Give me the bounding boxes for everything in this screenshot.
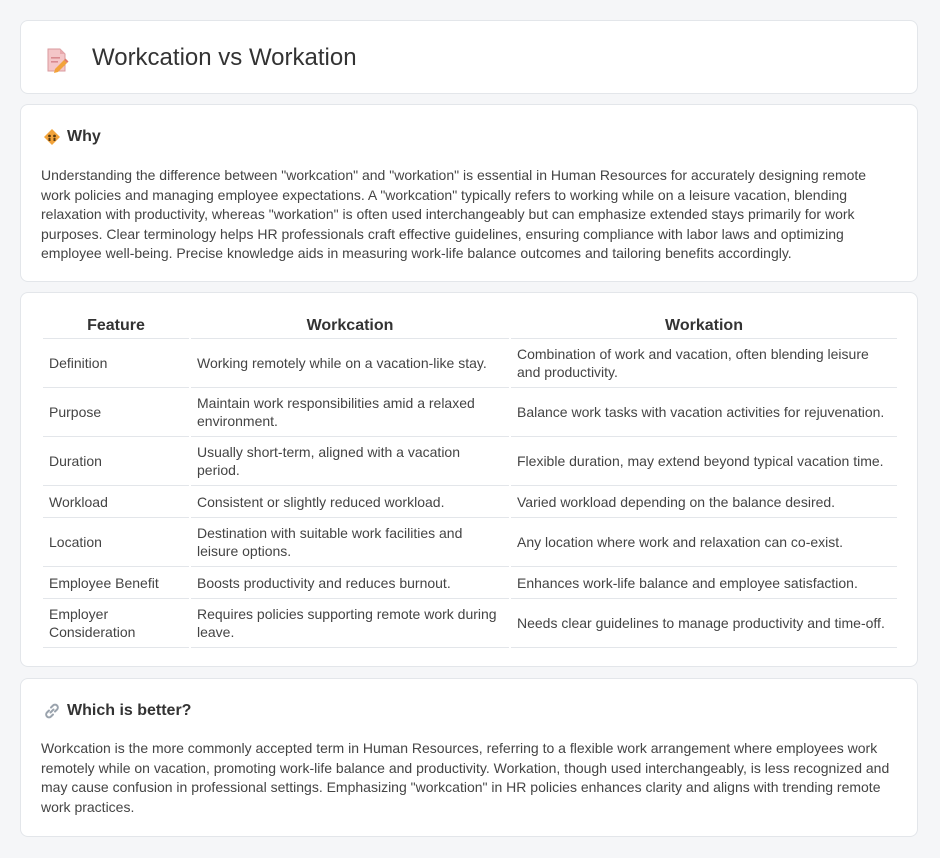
table-cell: Combination of work and vacation, often blending leisure and productivity. xyxy=(511,339,897,388)
table-header-row xyxy=(43,316,897,339)
why-text: Understanding the difference between "workcation" and "workation" is essential in Human Resources for accurately designing remote work policies and managing employee expectations. A "workcation" typically refers to working while on a leisure vacation, blending relaxation with productivity, whereas "workation" is often used interchangeably but can emphasize extended stays primarily for work purposes. Clear terminology helps HR professionals craft effective guidelines, ensuring compliance with labor laws and optimizing employee well-being. Precise knowledge aids in measuring work-life balance outcomes and tailoring benefits accordingly. xyxy=(41,167,867,262)
why-heading: Why xyxy=(67,128,101,145)
document-pencil-icon xyxy=(45,47,69,73)
table-cell: Working remotely while on a vacation-like stay. xyxy=(191,339,509,388)
table-row xyxy=(43,518,897,567)
table-row xyxy=(43,388,897,437)
table-cell: Enhances work-life balance and employee satisfaction. xyxy=(511,567,897,599)
table-cell: Usually short-term, aligned with a vacation period. xyxy=(191,437,509,486)
which-better-section xyxy=(20,678,918,837)
header-workcation: Workcation xyxy=(191,316,509,339)
table-cell: Duration xyxy=(43,437,189,486)
page-title: Workcation vs Workation xyxy=(92,44,357,71)
table-row xyxy=(43,437,897,486)
table-cell: Definition xyxy=(43,339,189,388)
table-cell: Employer Consideration xyxy=(43,599,189,648)
better-heading: Which is better? xyxy=(67,702,192,719)
table-cell: Workload xyxy=(43,486,189,518)
table-cell: Varied workload depending on the balance desired. xyxy=(511,486,897,518)
better-text: Workcation is the more commonly accepted term in Human Resources, referring to a flexible work arrangement where employees work remotely while on vacation, promoting work-life balance and productivity. Workation, though used interchangeably, is less recognized and may cause confusion in professional settings. Emphasizing "workcation" in HR policies enhances clarity and aligns with trending remote work practices. xyxy=(41,740,890,815)
diamond-sign-icon xyxy=(43,128,61,146)
better-heading-row xyxy=(43,701,191,721)
title-card xyxy=(20,20,918,94)
comparison-section xyxy=(20,292,918,667)
header-feature: Feature xyxy=(43,316,189,339)
table-row xyxy=(43,599,897,648)
table-row xyxy=(43,339,897,388)
table-cell: Purpose xyxy=(43,388,189,437)
why-heading-row xyxy=(43,127,101,147)
table-cell: Requires policies supporting remote work during leave. xyxy=(191,599,509,648)
why-section xyxy=(20,104,918,282)
table-cell: Balance work tasks with vacation activities for rejuvenation. xyxy=(511,388,897,437)
comparison-table xyxy=(41,316,899,648)
table-cell: Destination with suitable work facilities and leisure options. xyxy=(191,518,509,567)
table-cell: Location xyxy=(43,518,189,567)
table-cell: Flexible duration, may extend beyond typical vacation time. xyxy=(511,437,897,486)
table-row xyxy=(43,486,897,518)
table-cell: Maintain work responsibilities amid a relaxed environment. xyxy=(191,388,509,437)
header-workation: Workation xyxy=(511,316,897,339)
link-icon xyxy=(43,702,61,720)
table-cell: Consistent or slightly reduced workload. xyxy=(191,486,509,518)
table-row xyxy=(43,567,897,599)
table-cell: Boosts productivity and reduces burnout. xyxy=(191,567,509,599)
table-cell: Needs clear guidelines to manage productivity and time-off. xyxy=(511,599,897,648)
table-cell: Any location where work and relaxation can co-exist. xyxy=(511,518,897,567)
table-cell: Employee Benefit xyxy=(43,567,189,599)
